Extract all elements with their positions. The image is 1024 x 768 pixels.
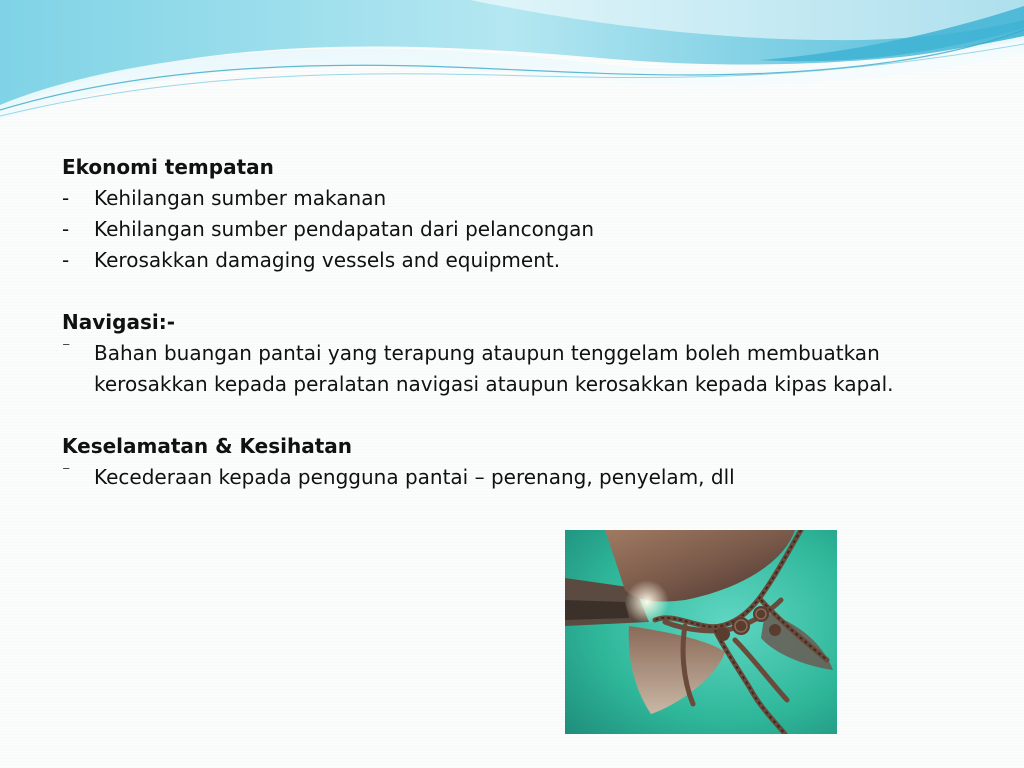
list-item (62, 338, 962, 400)
section-heading: Keselamatan & Kesihatan (62, 434, 353, 458)
section-heading: Ekonomi tempatan (62, 155, 274, 179)
section-keselamatan (62, 431, 962, 493)
list-item (62, 245, 962, 276)
list-item (62, 214, 962, 245)
slide-content (62, 152, 962, 493)
list-item-text: Kehilangan sumber makanan (94, 186, 387, 210)
propeller-rope-photo (565, 530, 837, 734)
wave-header-decoration (0, 0, 1024, 130)
list-item-text: Bahan buangan pantai yang terapung ataupun tenggelam boleh membuatkan kerosakkan kepada peralatan navigasi ataupun kerosakkan kepada kipas kapal. (94, 341, 894, 396)
list-item (62, 183, 962, 214)
bullet-mark: - (62, 248, 70, 272)
bullet-mark: ⁻ (62, 462, 71, 481)
list-item (62, 462, 962, 493)
bullet-mark: - (62, 217, 70, 241)
list-item-text: Kerosakkan damaging vessels and equipment. (94, 248, 561, 272)
bullet-mark: ⁻ (62, 338, 71, 357)
propeller-rope-illustration (565, 530, 837, 734)
list-item-text: Kehilangan sumber pendapatan dari pelancongan (94, 217, 595, 241)
bullet-mark: - (62, 186, 70, 210)
section-navigasi (62, 307, 962, 400)
list-item-text: Kecederaan kepada pengguna pantai – perenang, penyelam, dll (94, 465, 735, 489)
section-ekonomi (62, 152, 962, 276)
section-heading: Navigasi:- (62, 310, 175, 334)
